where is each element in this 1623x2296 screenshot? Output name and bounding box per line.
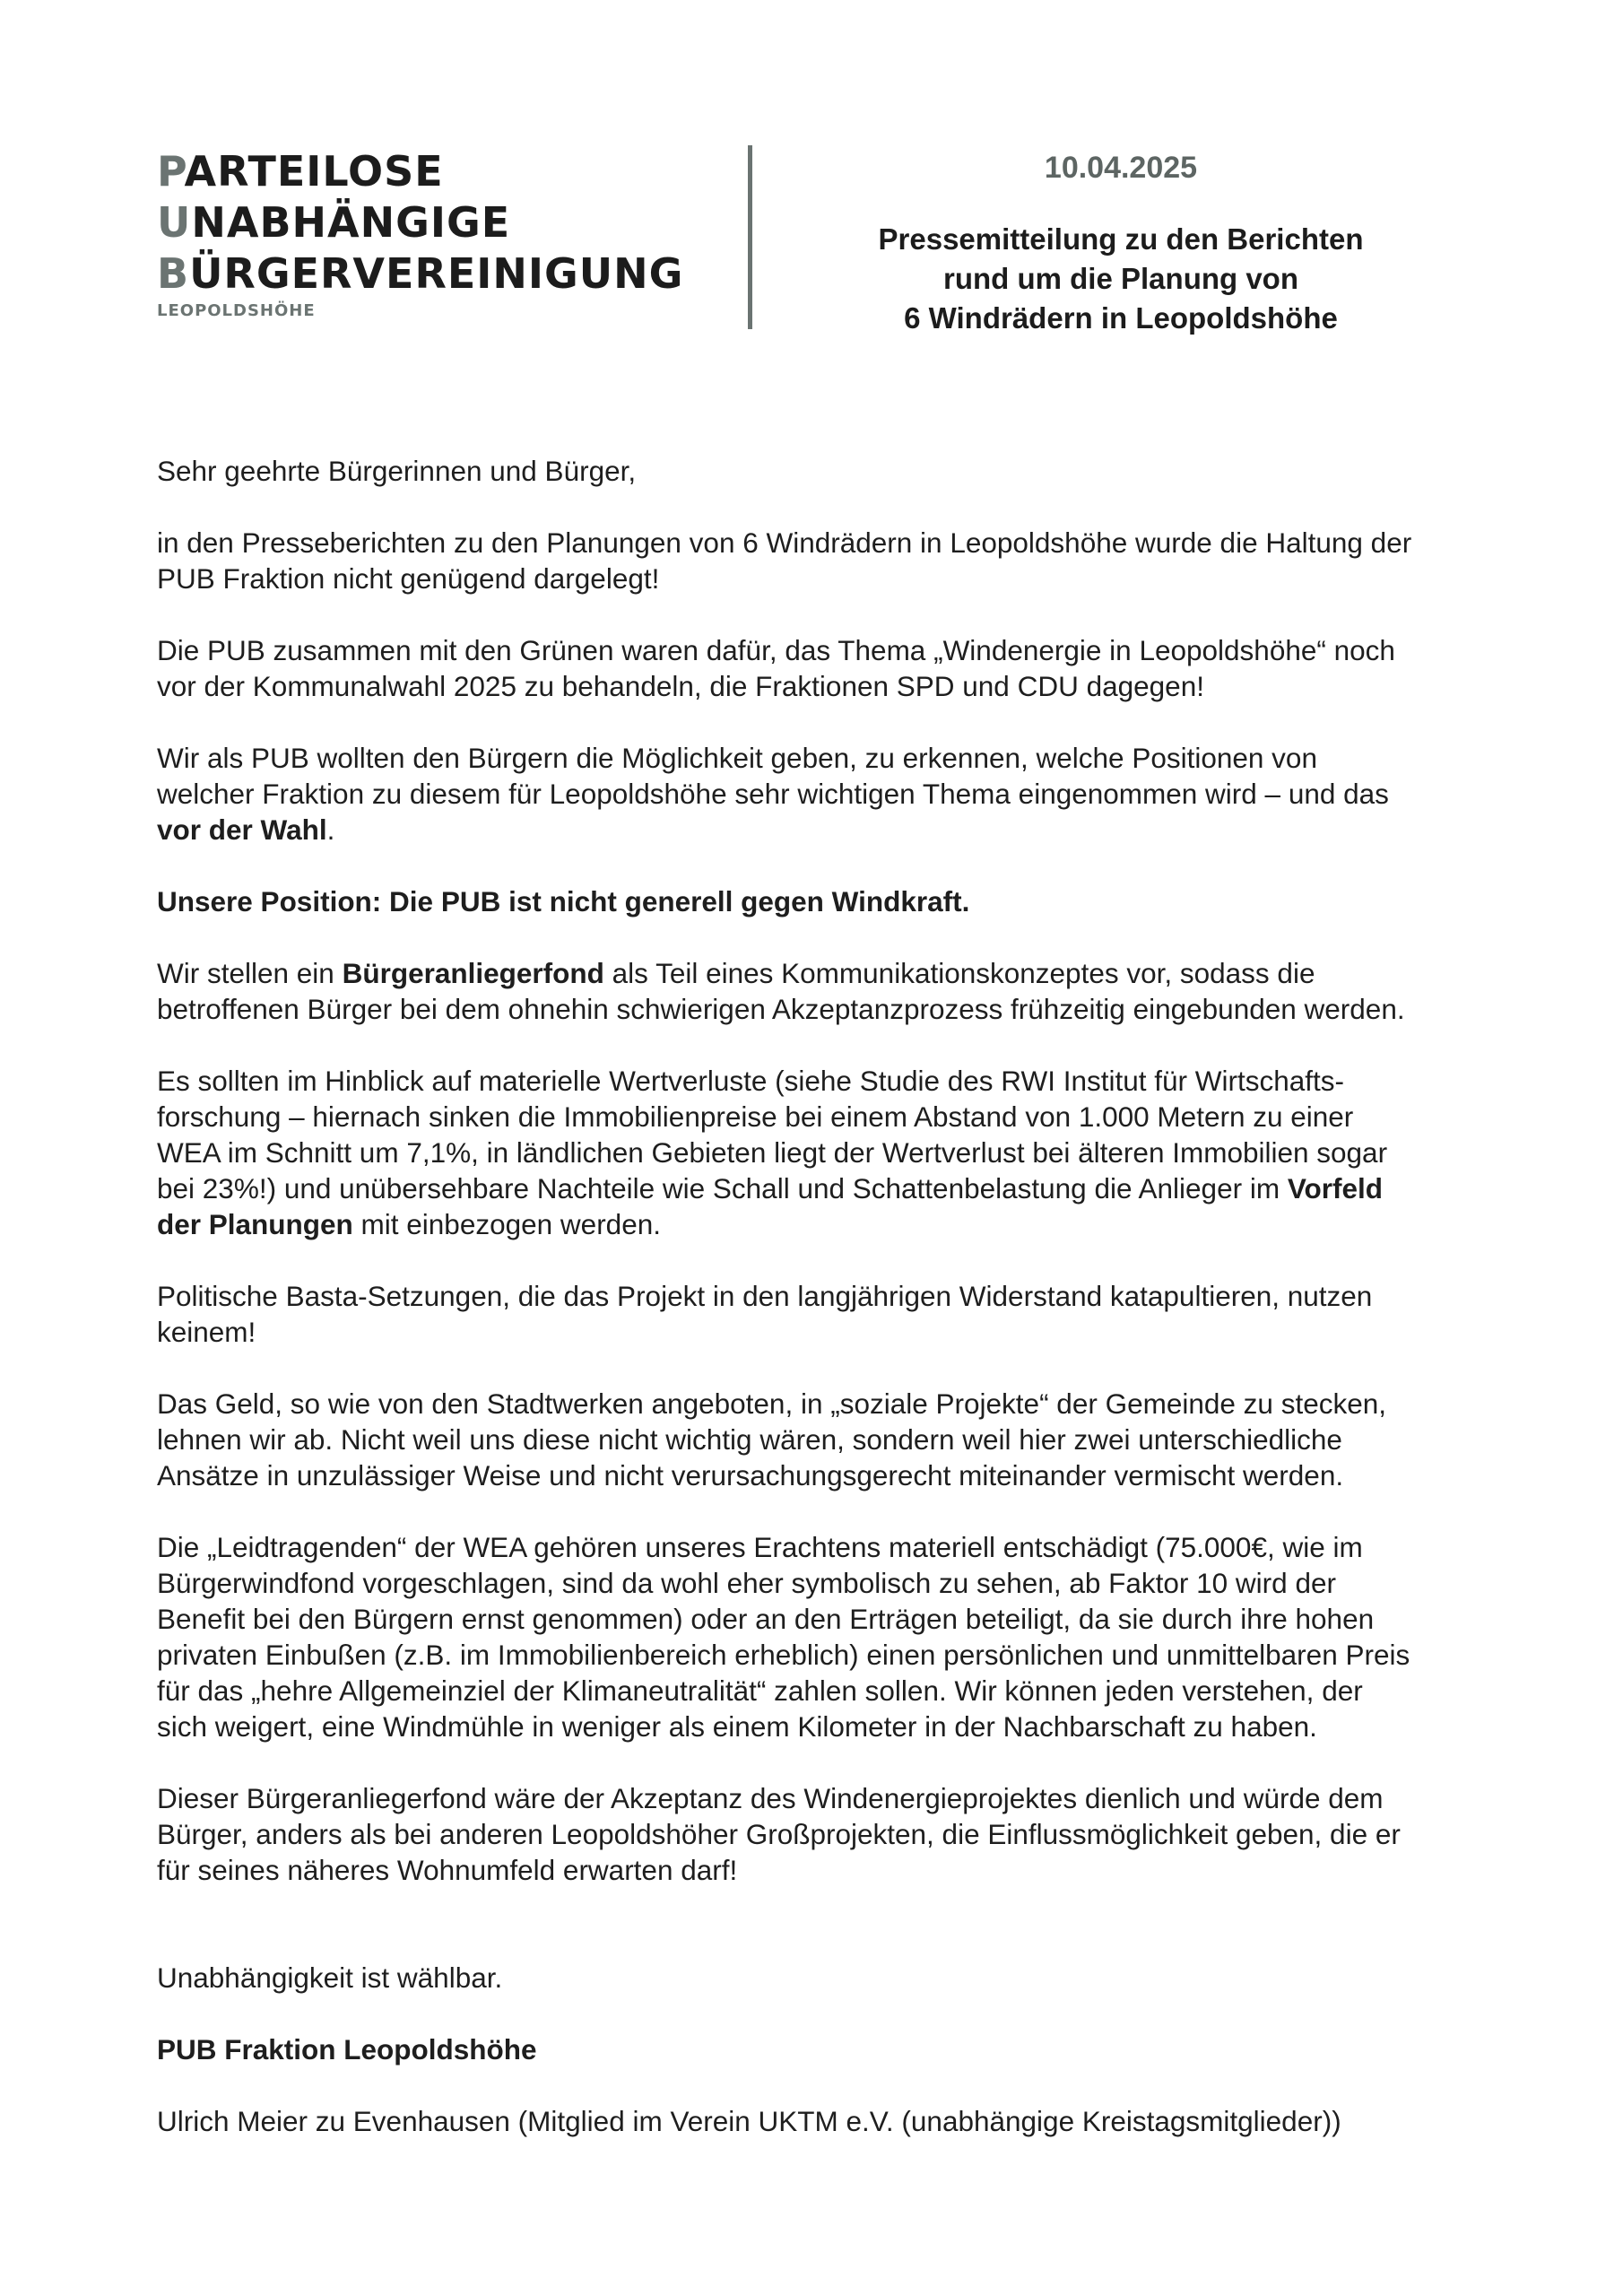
header-divider [748, 145, 752, 329]
letter-body [157, 453, 1484, 2139]
logo-line-3: BÜRGERVEREINIGUNG [157, 249, 684, 298]
paragraph-5: Es sollten im Hinblick auf materielle Wertverluste (siehe Studie des RWI Institut für Wirtschafts- forschung – hiernach sinken die Immobilienpreise bei einem Abstand von 1.000 Metern zu einer WEA im Schnitt um 7,1%, in ländlichen Gebieten liegt der Wertverlust bei älteren Immobilien sogar bei 23%!) und unübersehbare Nachteile wie Schall und Schattenbelastung die Anlieger im Vorfeld der Planungen mit einbezogen werden. [157, 1065, 1388, 1240]
salutation: Sehr geehrte Bürgerinnen und Bürger, [157, 455, 637, 487]
paragraph-4: Wir stellen ein Bürgeranliegerfond als Teil eines Kommunikationskonzeptes vor, sodass die betroffenen Bürger bei dem ohnehin schwierigen Akzeptanzprozess frühzeitig eingebunden werden. [157, 957, 1405, 1025]
paragraph-2: Die PUB zusammen mit den Grünen waren dafür, das Thema „Windenergie in Leopoldshöhe“ noch vor der Kommunalwahl 2025 zu behandeln, die Fraktionen SPD und CDU dagegen! [157, 634, 1395, 702]
paragraph-1: in den Presseberichten zu den Planungen von 6 Windrädern in Leopoldshöhe wurde die Haltung der PUB Fraktion nicht genügend dargelegt! [157, 526, 1412, 595]
pub-logo [157, 146, 683, 320]
press-release-title: Pressemitteilung zu den Berichten rund um die Planung von 6 Windrädern in Leopoldshöhe [878, 222, 1364, 335]
paragraph-9: Dieser Bürgeranliegerfond wäre der Akzeptanz des Windenergieprojektes dienlich und würde dem Bürger, anders als bei anderen Leopoldshöher Großprojekten, die Einflussmöglichkeit geben, die er für seines näheres Wohnumfeld erwarten darf! [157, 1782, 1401, 1886]
paragraph-8: Die „Leidtragenden“ der WEA gehören unseres Erachtens materiell entschädigt (75.000€, wie im Bürgerwindfond vorgeschlagen, sind da wohl eher symbolisch zu sehen, ab Faktor 10 wird der Benefit bei den Bürgern ernst genommen) oder an den Erträgen beteiligt, da sie durch ihre hohen privaten Einbußen (z.B. im Immobilienbereich erheblich) einen persönlichen und unmittelbaren Preis für das „hehre Allgemeinziel der Klimaneutralität“ zahlen sollen. Wir können jeden verstehen, der sich weigert, eine Windmühle in weniger als einem Kilometer in der Nachbarschaft zu haben. [157, 1531, 1410, 1743]
signature-group: PUB Fraktion Leopoldshöhe [157, 2033, 537, 2066]
position-statement: Unsere Position: Die PUB ist nicht generell gegen Windkraft. [157, 885, 970, 918]
paragraph-7: Das Geld, so wie von den Stadtwerken angeboten, in „soziale Projekte“ der Gemeinde zu stecken, lehnen wir ab. Nicht weil uns diese nicht wichtig wären, sondern weil hier zwei unterschiedliche Ansätze in unzulässiger Weise und nicht verursachungsgerecht miteinander vermischt werden. [157, 1387, 1387, 1492]
closing-line: Unabhängigkeit ist wählbar. [157, 1961, 503, 1994]
logo-subtitle: LEOPOLDSHÖHE [157, 301, 316, 320]
paragraph-3: Wir als PUB wollten den Bürgern die Möglichkeit geben, zu erkennen, welche Positionen von welcher Fraktion zu diesem für Leopoldshöhe sehr wichtigen Thema eingenommen wird – und das vor der Wahl. [157, 742, 1389, 846]
signature-name: Ulrich Meier zu Evenhausen (Mitglied im Verein UKTM e.V. (unabhängige Kreistagsmitglieder)) [157, 2105, 1341, 2137]
document-date: 10.04.2025 [1044, 151, 1198, 185]
paragraph-6: Politische Basta-Setzungen, die das Projekt in den langjährigen Widerstand katapultieren, nutzen keinem! [157, 1280, 1373, 1348]
logo-line-2: UNABHÄNGIGE [157, 198, 511, 247]
logo-line-1: PARTEILOSE [157, 147, 444, 196]
